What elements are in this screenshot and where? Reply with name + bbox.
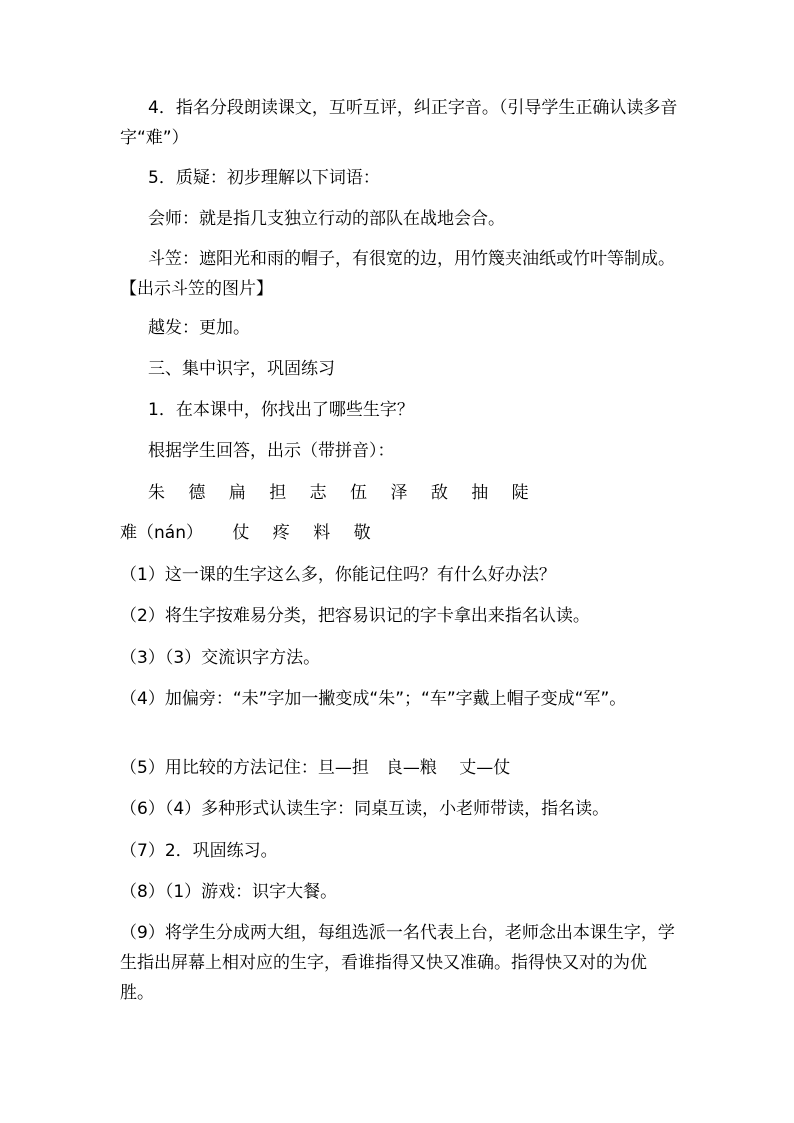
character: 仗 bbox=[232, 523, 250, 543]
list-item: （6）（4）多种形式认读生字：同桌互读，小老师带读，指名读。 bbox=[120, 799, 610, 819]
character: 朱 bbox=[148, 483, 165, 503]
paragraph-questions: 5．质疑：初步理解以下词语： bbox=[148, 168, 380, 188]
list-item: （7）2．巩固练习。 bbox=[120, 841, 278, 861]
character-row-1 bbox=[148, 478, 708, 508]
character: 伍 bbox=[350, 483, 368, 503]
character-row-2 bbox=[120, 518, 680, 548]
list-item: （9）将学生分成两大组，每组选派一名代表上台，老师念出本课生字，学生指出屏幕上相对应的生字，看谁指得又快又准确。指得快又对的为优胜。 bbox=[120, 923, 675, 1003]
list-item: （8）（1）游戏：识字大餐。 bbox=[120, 882, 338, 902]
list-item: （4）加偏旁：“未”字加一撇变成“朱”；“车”字戴上帽子变成“军”。 bbox=[120, 689, 627, 709]
character: 德 bbox=[188, 483, 206, 503]
character: 敬 bbox=[353, 523, 371, 543]
character: 泽 bbox=[390, 483, 408, 503]
character: 敌 bbox=[430, 483, 448, 503]
character: 疼 bbox=[272, 523, 290, 543]
character: 难（nán） bbox=[120, 523, 203, 543]
list-item: （2）将生字按难易分类，把容易识记的字卡拿出来指名认读。 bbox=[120, 606, 590, 626]
character: 抽 bbox=[471, 483, 489, 503]
paragraph-douli: 斗笠：遮阳光和雨的帽子，有很宽的边，用竹篾夹油纸或竹叶等制成。【出示斗笠的图片】 bbox=[120, 249, 675, 299]
character: 扁 bbox=[228, 483, 246, 503]
character: 陡 bbox=[511, 483, 529, 503]
character: 志 bbox=[309, 483, 327, 503]
list-item: （5）用比较的方法记住：旦—担 良—粮 丈—仗 bbox=[120, 758, 511, 778]
paragraph-yuefa: 越发：更加。 bbox=[148, 318, 250, 338]
character: 料 bbox=[313, 523, 331, 543]
paragraph-show-pinyin: 根据学生回答，出示（带拼音）： bbox=[148, 441, 395, 461]
paragraph-read-aloud: 4．指名分段朗读课文，互听互评，纠正字音。（引导学生正确认读多音字“难”） bbox=[120, 98, 678, 148]
paragraph-huishi: 会师：就是指几支独立行动的部队在战地会合。 bbox=[148, 209, 505, 229]
paragraph-find-chars: 1．在本课中，你找出了哪些生字？ bbox=[148, 400, 414, 420]
section-heading: 三、集中识字，巩固练习 bbox=[148, 359, 335, 379]
list-item: （3）（3）交流识字方法。 bbox=[120, 648, 321, 668]
list-item: （1）这一课的生字这么多，你能记住吗？有什么好办法？ bbox=[120, 565, 556, 585]
character: 担 bbox=[269, 483, 287, 503]
